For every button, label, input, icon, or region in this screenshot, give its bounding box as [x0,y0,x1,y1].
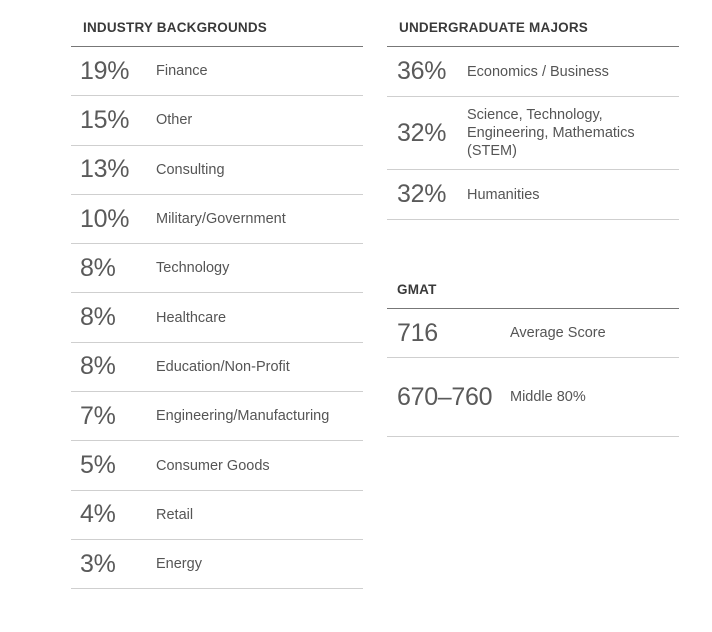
gmat-section [387,270,679,437]
industry-row-military-government [71,195,363,244]
industry-percent: 10% [80,204,130,233]
industry-label: Energy [156,556,202,573]
industry-label: Technology [156,260,230,277]
industry-row-finance [71,47,363,96]
major-percent: 32% [397,180,447,208]
major-label: Economics / Business [467,63,609,80]
industry-label: Military/Government [156,211,286,228]
undergraduate-majors-section [387,0,679,220]
industry-backgrounds-header: INDUSTRY BACKGROUNDS [71,0,363,47]
industry-row-energy [71,540,363,589]
major-row-stem [387,97,679,170]
industry-row-technology [71,244,363,293]
industry-percent: 15% [80,105,130,134]
industry-percent: 13% [80,155,130,184]
gmat-value: 716 [397,318,438,347]
gmat-label: Average Score [510,325,606,341]
gmat-label: Middle 80% [510,389,586,405]
major-row-economics-business [387,47,679,97]
industry-backgrounds-section [71,0,363,589]
industry-percent: 3% [80,549,116,578]
industry-label: Finance [156,63,208,80]
industry-label: Retail [156,506,194,523]
undergraduate-majors-header: UNDERGRADUATE MAJORS [387,0,679,47]
industry-percent: 8% [80,253,116,282]
major-label: Science, Technology, Engineering, Mathematics (STEM) [467,107,635,159]
industry-percent: 7% [80,401,116,430]
gmat-row-middle-80 [387,358,679,437]
industry-percent: 5% [80,451,116,480]
industry-label: Consulting [156,161,225,178]
major-percent: 32% [397,118,447,147]
industry-percent: 8% [80,352,116,381]
gmat-header: GMAT [387,270,679,309]
industry-label: Education/Non-Profit [156,358,290,375]
industry-percent: 19% [80,56,130,85]
industry-row-healthcare [71,293,363,342]
industry-row-other [71,96,363,145]
industry-label: Consumer Goods [156,457,270,474]
industry-row-consumer-goods [71,441,363,490]
major-percent: 36% [397,57,447,85]
industry-row-consulting [71,146,363,195]
industry-percent: 4% [80,500,116,529]
industry-label: Healthcare [156,309,227,326]
gmat-value: 670–760 [397,382,493,411]
major-label: Humanities [467,186,540,203]
major-row-humanities [387,170,679,220]
industry-row-education-nonprofit [71,343,363,392]
industry-row-retail [71,491,363,540]
industry-label: Engineering/Manufacturing [156,408,330,425]
gmat-row-average-score [387,309,679,358]
industry-percent: 8% [80,303,116,332]
industry-label: Other [156,112,193,129]
industry-row-engineering-manufacturing [71,392,363,441]
